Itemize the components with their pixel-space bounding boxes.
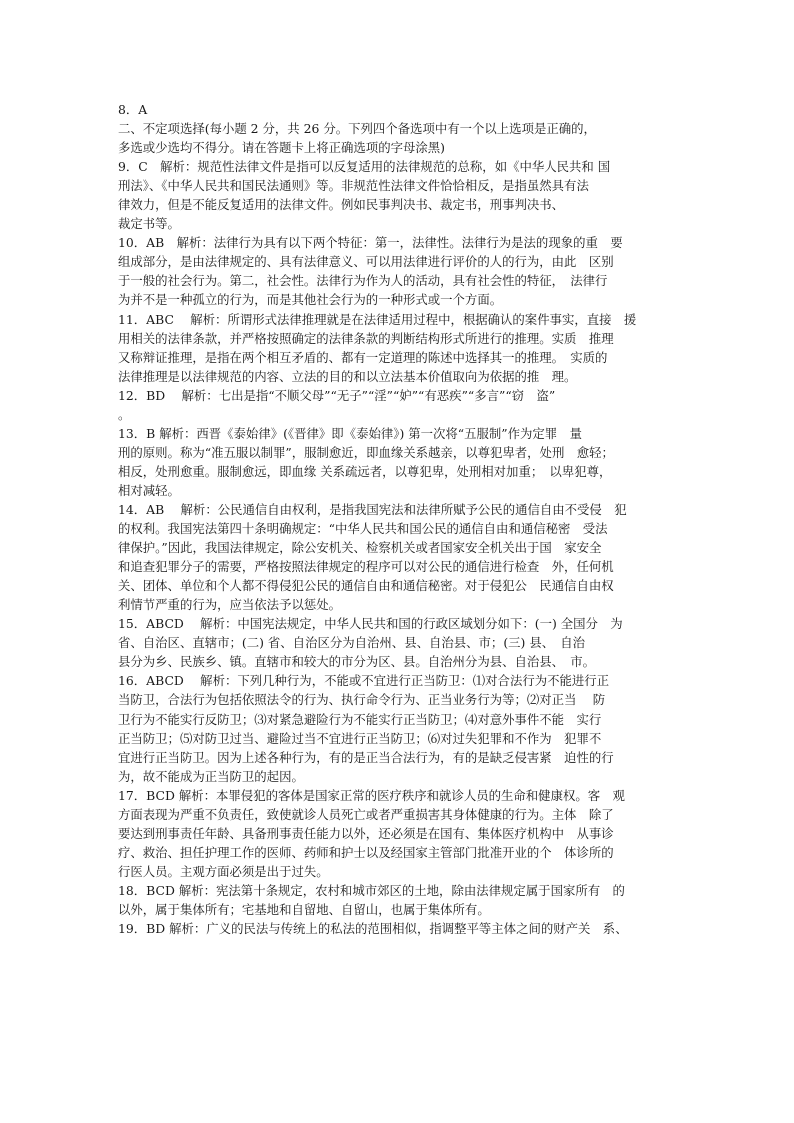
answer-line: 以外，属于集体所有；宅基地和自留地、自留山，也属于集体所有。 bbox=[118, 901, 490, 917]
answer-line: 10．AB 解析：法律行为具有以下两个特征：第一，法律性。法律行为是法的现象的重 要 bbox=[118, 235, 623, 251]
answer-line: 相反，处刑愈重。服制愈远，即血缘 关系疏远者，以尊犯卑，处刑相对加重； 以卑犯尊， bbox=[118, 463, 612, 479]
answer-line: 为并不是一种孤立的行为，而是其他社会行为的一种形式或一个方面。 bbox=[118, 292, 503, 308]
answer-line: 9．C 解析：规范性法律文件是指可以反复适用的法律规范的总称，如《中华人民共和 国 bbox=[118, 159, 611, 175]
answer-line: 要达到刑事责任年龄、具备刑事责任能力以外，还必须是在国有、集体医疗机构中 从事诊 bbox=[118, 825, 614, 841]
answer-line: 于一般的社会行为。第二，社会性。法律行为作为人的活动，具有社会性的特征， 法律行 bbox=[118, 273, 608, 289]
answer-line: 18．BCD 解析：宪法第十条规定，农村和城市郊区的土地，除由法律规定属于国家所有 的 bbox=[118, 882, 625, 898]
answer-line: 刑法》、《中华人民共和国民法通则》等。非规范性法律文件恰恰相反，是指虽然具有法 bbox=[118, 178, 589, 194]
answer-line: 和追查犯罪分子的需要，严格按照法律规定的程序可以对公民的通信进行检查 外，任何机 bbox=[118, 559, 614, 575]
answer-line: 方面表现为严重不负责任，致使就诊人员死亡或者严重损害其身体健康的行为。主体 除了 bbox=[118, 806, 614, 822]
section-heading: 二、不定项选择(每小题 2 分，共 26 分。下列四个备选项中有一个以上选项是正确的， bbox=[118, 121, 596, 137]
answer-line: 关、团体、单位和个人都不得侵犯公民的通信自由和通信秘密。对于侵犯公 民通信自由权 bbox=[118, 578, 614, 594]
answer-line: 正当防卫；⑸对防卫过当、避险过当不宜进行正当防卫；⑹对过失犯罪和不作为 犯罪不 bbox=[118, 730, 602, 746]
answer-line: 14．AB 解析：公民通信自由权利，是指我国宪法和法律所赋予公民的通信自由不受侵 犯 bbox=[118, 501, 627, 517]
answer-line: 相对减轻。 bbox=[118, 482, 180, 498]
answer-line: 17．BCD 解析：本罪侵犯的客体是国家正常的医疗秩序和就诊人员的生命和健康权。客 观 bbox=[118, 787, 625, 803]
answer-line: 的权利。我国宪法第四十条明确规定：“中华人民共和国公民的通信自由和通信秘密 受法 bbox=[118, 521, 608, 537]
answer-line: 16．ABCD 解析：下列几种行为，不能或不宜进行正当防卫：⑴对合法行为不能进行正 bbox=[118, 673, 610, 689]
answer-line: 宜进行正当防卫。因为上述各种行为，有的是正当合法行为，有的是缺乏侵害紧 迫性的行 bbox=[118, 749, 614, 765]
answer-line: 刑的原则。称为“准五服以制罪”，服制愈近，即血缘关系越亲，以尊犯卑者，处刑 愈轻； bbox=[118, 444, 614, 460]
section-heading-cont: 多选或少选均不得分。请在答题卡上将正确选项的字母涂黑) bbox=[118, 140, 445, 156]
document-page bbox=[118, 100, 678, 938]
answer-line: 用相关的法律条款，并严格按照确定的法律条款的判断结构形式所进行的推理。实质 推理 bbox=[118, 330, 614, 346]
answer-line: 省、自治区、直辖市；(二) 省、自治区分为自治州、县、自治县、市；(三) 县、 自治 bbox=[118, 635, 586, 651]
answer-line: 当防卫，合法行为包括依照法令的行为、执行命令行为、正当业务行为等；⑵对正当 防 bbox=[118, 692, 606, 708]
answer-line: 疗、救治、担任护理工作的医师、药师和护士以及经国家主管部门批准开业的个 体诊所的 bbox=[118, 844, 614, 860]
answer-line: 为，故不能成为正当防卫的起因。 bbox=[118, 768, 304, 784]
answer-line: 11．ABC 解析：所谓形式法律推理就是在法律适用过程中，根据确认的案件事实，直接 援 bbox=[118, 311, 637, 327]
answer-line: 又称辩证推理，是指在两个相互矛盾的、都有一定道理的陈述中选择其一的推理。 实质的 bbox=[118, 349, 608, 365]
answer-line: 19．BD 解析：广义的民法与传统上的私法的范围相似，指调整平等主体之间的财产关 系、 bbox=[118, 921, 628, 937]
answer-line: 8．A bbox=[118, 102, 148, 117]
answer-line: 组成部分，是由法律规定的、具有法律意义、可以用法律进行评价的人的行为，由此 区别 bbox=[118, 254, 614, 270]
answer-line: 利情节严重的行为，应当依法予以惩处。 bbox=[118, 597, 342, 613]
answer-line: 法律推理是以法律规范的内容、立法的目的和以立法基本价值取向为依据的推 理。 bbox=[118, 368, 577, 384]
answer-line: 行医人员。主观方面必须是出于过失。 bbox=[118, 863, 329, 879]
answer-line: 卫行为不能实行反防卫；⑶对紧急避险行为不能实行正当防卫；⑷对意外事件不能 实行 bbox=[118, 711, 602, 727]
answer-line: 律保护。”因此，我国法律规定，除公安机关、检察机关或者国家安全机关出于国 家安全 bbox=[118, 540, 602, 556]
answer-line: 13．B 解析：西晋《泰始律》(《晋律》即《泰始律》) 第一次将“五服制”作为定罪 量 bbox=[118, 425, 582, 441]
answer-line: 裁定书等。 bbox=[118, 216, 180, 232]
answer-line: 律效力，但是不能反复适用的法律文件。例如民事判决书、裁定书，刑事判决书、 bbox=[118, 197, 565, 213]
answer-line: 。 bbox=[118, 406, 131, 422]
answer-line: 15．ABCD 解析：中国宪法规定，中华人民共和国的行政区域划分如下：(一) 全国分 为 bbox=[118, 616, 623, 632]
answer-line: 12．BD 解析：七出是指“不顺父母”“无子”“淫”“妒”“有恶疾”“多言”“窃 盗” bbox=[118, 387, 556, 403]
answer-line: 县分为乡、民族乡、镇。直辖市和较大的市分为区、县。自治州分为县、自治县、 市。 bbox=[118, 654, 596, 670]
